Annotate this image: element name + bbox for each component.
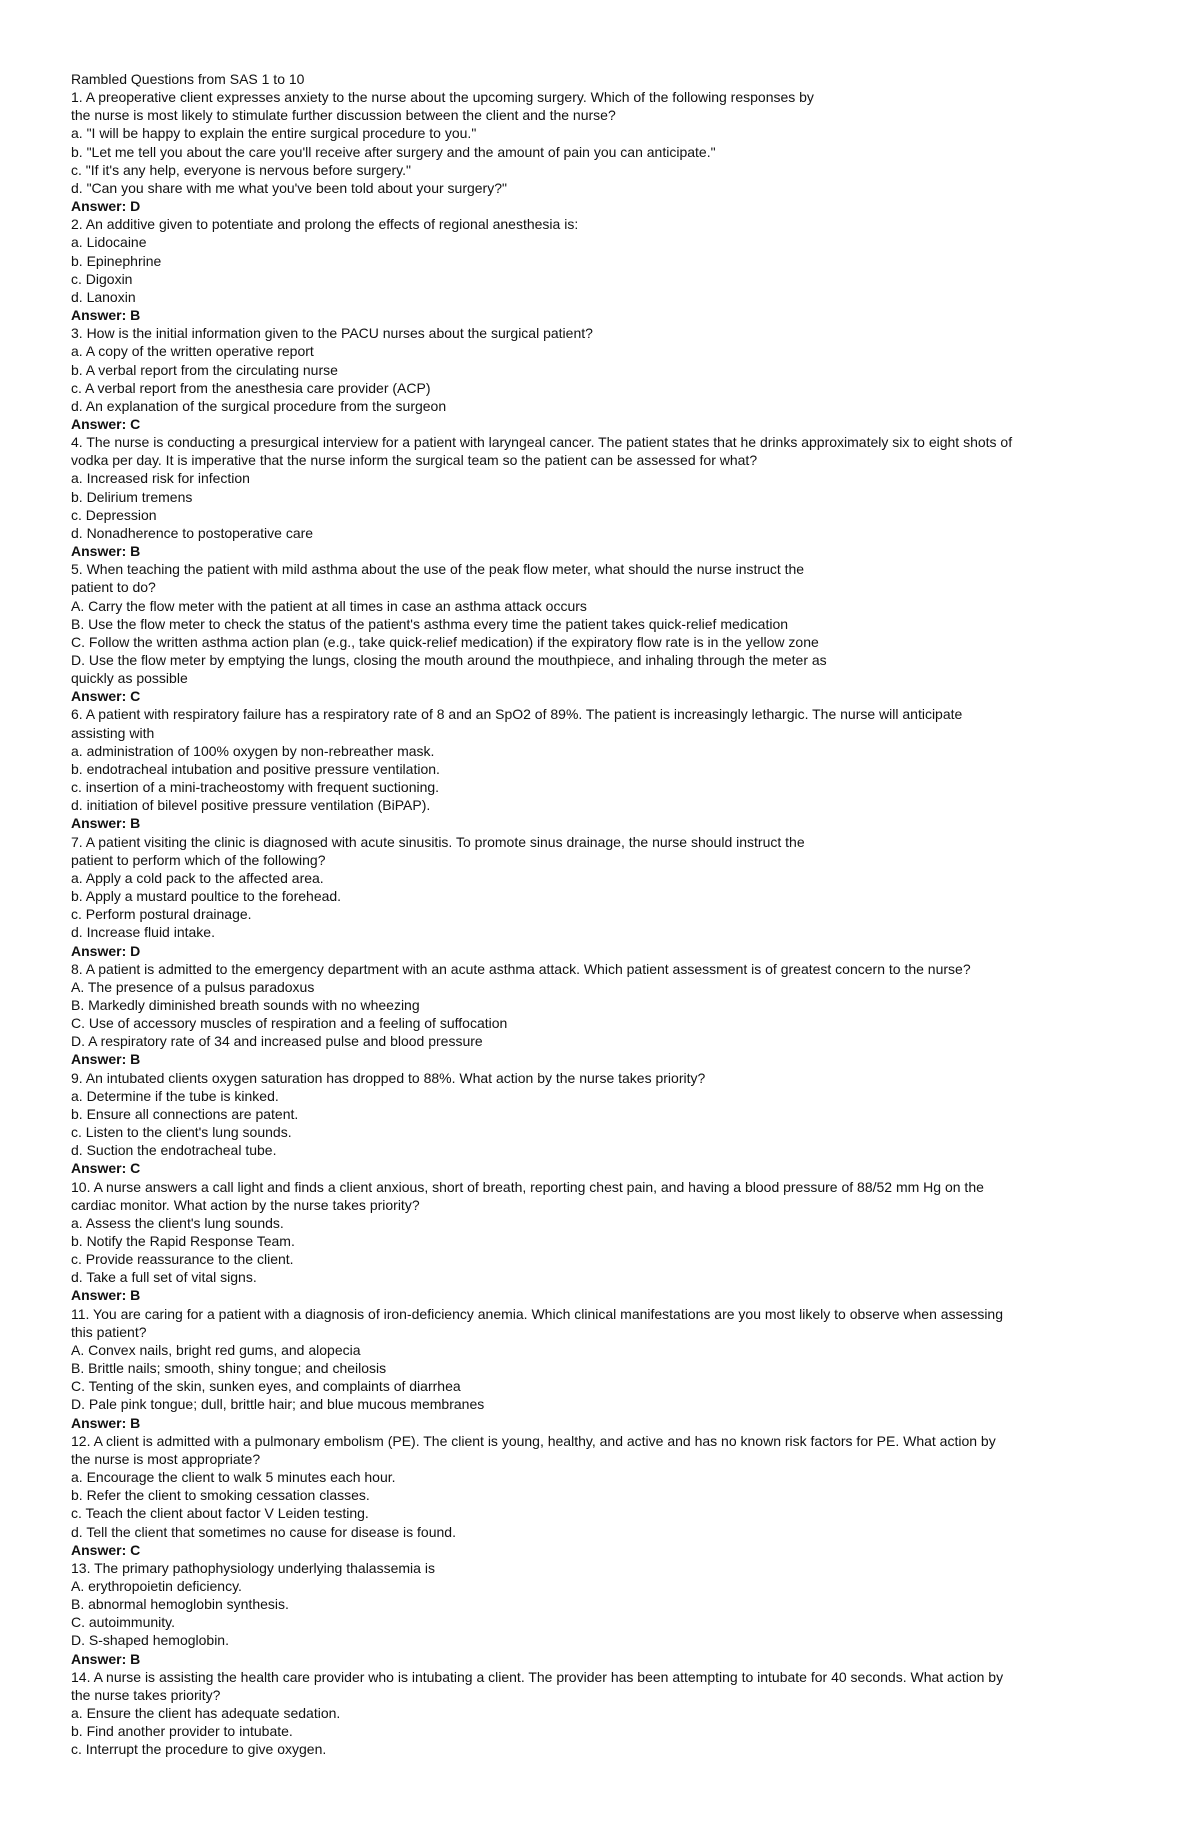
- question-block: [71, 88, 1141, 215]
- answer-option: a. A copy of the written operative report: [71, 343, 314, 360]
- answer-option: d. An explanation of the surgical procedure from the surgeon: [71, 397, 447, 414]
- answer-option: b. Refer the client to smoking cessation classes.: [71, 1487, 370, 1504]
- answer-option: D. Use the flow meter by emptying the lungs, closing the mouth around the mouthpiece, and inhaling through the meter as: [71, 652, 827, 668]
- answer-option: c. Listen to the client's lung sounds.: [71, 1124, 292, 1141]
- answer-option: d. Take a full set of vital signs.: [71, 1269, 257, 1286]
- question-block: [71, 833, 1141, 960]
- answer-option: b. "Let me tell you about the care you'll receive after surgery and the amount of pain you can anticipate.": [71, 143, 716, 160]
- answer-option: c. Interrupt the procedure to give oxygen.: [71, 1741, 327, 1758]
- question-block: [71, 1069, 1141, 1178]
- answer-option: A. Carry the flow meter with the patient at all times in case an asthma attack occurs: [71, 597, 587, 614]
- question-block: [71, 1305, 1141, 1432]
- answer-option: C. Tenting of the skin, sunken eyes, and complaints of diarrhea: [71, 1378, 461, 1395]
- answer-option: c. Digoxin: [71, 270, 133, 287]
- answer-option: c. Teach the client about factor V Leiden testing.: [71, 1505, 369, 1522]
- question-stem-line: 13. The primary pathophysiology underlying thalassemia is: [71, 1559, 435, 1576]
- answer-option: b. endotracheal intubation and positive pressure ventilation.: [71, 760, 440, 777]
- answer-option: a. Assess the client's lung sounds.: [71, 1214, 284, 1231]
- question-stem-line: the nurse is most likely to stimulate further discussion between the client and the nurse?: [71, 107, 616, 124]
- correct-answer: Answer: C: [71, 415, 141, 432]
- answer-option: a. Apply a cold pack to the affected area.: [71, 869, 324, 886]
- question-stem-line: the nurse is most appropriate?: [71, 1450, 261, 1467]
- answer-option: a. Lidocaine: [71, 234, 147, 251]
- question-stem-line: 4. The nurse is conducting a presurgical interview for a patient with laryngeal cancer. The patient states that he drinks approximately six to eight shots of: [71, 434, 1013, 451]
- question-stem-line: patient to do?: [71, 579, 156, 596]
- answer-option: d. Nonadherence to postoperative care: [71, 524, 314, 541]
- answer-option: a. Encourage the client to walk 5 minutes each hour.: [71, 1469, 396, 1486]
- answer-option: B. abnormal hemoglobin synthesis.: [71, 1596, 289, 1613]
- question-block: [71, 1559, 1141, 1668]
- question-stem-line: assisting with: [71, 724, 155, 741]
- question-stem-line: 8. A patient is admitted to the emergency department with an acute asthma attack. Which patient assessment is of greatest concern to the nurse?: [71, 960, 971, 977]
- question-stem-line: 9. An intubated clients oxygen saturation has dropped to 88%. What action by the nurse takes priority?: [71, 1069, 706, 1086]
- answer-option: B. Use the flow meter to check the status of the patient's asthma every time the patient takes quick-relief medication: [71, 615, 789, 632]
- answer-option: a. administration of 100% oxygen by non-rebreather mask.: [71, 742, 435, 759]
- answer-option: c. insertion of a mini-tracheostomy with frequent suctioning.: [71, 779, 440, 796]
- correct-answer: Answer: C: [71, 688, 141, 705]
- correct-answer: Answer: B: [71, 815, 141, 832]
- answer-option: B. Markedly diminished breath sounds with no wheezing: [71, 996, 420, 1013]
- answer-option: A. The presence of a pulsus paradoxus: [71, 978, 315, 995]
- question-stem-line: vodka per day. It is imperative that the nurse inform the surgical team so the patient can be assessed for what?: [71, 452, 758, 469]
- question-stem-line: 3. How is the initial information given to the PACU nurses about the surgical patient?: [71, 325, 593, 342]
- answer-option: b. Apply a mustard poultice to the forehead.: [71, 888, 342, 905]
- answer-option: D. A respiratory rate of 34 and increased pulse and blood pressure: [71, 1033, 483, 1050]
- correct-answer: Answer: C: [71, 1541, 141, 1558]
- document-title: Rambled Questions from SAS 1 to 10: [71, 71, 305, 87]
- question-block: [71, 1668, 1141, 1759]
- answer-option: D. S-shaped hemoglobin.: [71, 1632, 229, 1649]
- answer-option: D. Pale pink tongue; dull, brittle hair; and blue mucous membranes: [71, 1396, 485, 1413]
- question-block: [71, 560, 1141, 705]
- question-block: [71, 1178, 1141, 1305]
- question-stem-line: 10. A nurse answers a call light and finds a client anxious, short of breath, reporting chest pain, and having a blood pressure of 88/52 mm Hg on the: [71, 1178, 984, 1195]
- answer-option: d. Suction the endotracheal tube.: [71, 1142, 277, 1159]
- answer-option: A. Convex nails, bright red gums, and alopecia: [71, 1341, 361, 1358]
- correct-answer: Answer: B: [71, 1051, 141, 1068]
- question-stem-line: 7. A patient visiting the clinic is diagnosed with acute sinusitis. To promote sinus drainage, the nurse should instruct the: [71, 833, 805, 850]
- correct-answer: Answer: B: [71, 1414, 141, 1431]
- question-stem-line: 5. When teaching the patient with mild asthma about the use of the peak flow meter, what should the nurse instruct the: [71, 561, 805, 578]
- question-stem-line: patient to perform which of the following?: [71, 851, 326, 868]
- question-stem-line: cardiac monitor. What action by the nurse takes priority?: [71, 1196, 420, 1213]
- answer-option: C. Follow the written asthma action plan (e.g., take quick-relief medication) if the expiratory flow rate is in the yellow zone: [71, 633, 819, 650]
- question-stem-line: 2. An additive given to potentiate and prolong the effects of regional anesthesia is:: [71, 216, 579, 233]
- answer-option: d. "Can you share with me what you've been told about your surgery?": [71, 179, 507, 196]
- answer-option: b. A verbal report from the circulating nurse: [71, 361, 338, 378]
- question-block: [71, 324, 1141, 433]
- answer-option: d. initiation of bilevel positive pressure ventilation (BiPAP).: [71, 797, 431, 814]
- answer-option: b. Ensure all connections are patent.: [71, 1105, 299, 1122]
- question-block: [71, 215, 1141, 324]
- question-block: [71, 960, 1141, 1069]
- question-stem-line: 11. You are caring for a patient with a diagnosis of iron-deficiency anemia. Which clinical manifestations are you most likely to observe when assessing: [71, 1305, 1004, 1322]
- question-stem-line: 1. A preoperative client expresses anxiety to the nurse about the upcoming surgery. Which of the following responses by: [71, 89, 814, 106]
- question-stem-line: 6. A patient with respiratory failure has a respiratory rate of 8 and an SpO2 of 89%. The patient is increasingly lethargic. The nurse will anticipate: [71, 706, 963, 723]
- answer-option: a. Ensure the client has adequate sedation.: [71, 1705, 341, 1722]
- correct-answer: Answer: D: [71, 198, 141, 215]
- answer-option: B. Brittle nails; smooth, shiny tongue; and cheilosis: [71, 1360, 387, 1377]
- correct-answer: Answer: B: [71, 1650, 141, 1667]
- question-stem-line: the nurse takes priority?: [71, 1686, 221, 1703]
- answer-option: d. Increase fluid intake.: [71, 924, 215, 941]
- question-block: [71, 433, 1141, 560]
- answer-option: b. Find another provider to intubate.: [71, 1723, 293, 1740]
- correct-answer: Answer: B: [71, 1287, 141, 1304]
- correct-answer: Answer: D: [71, 942, 141, 959]
- answer-option: a. "I will be happy to explain the entire surgical procedure to you.": [71, 125, 477, 142]
- answer-option: c. "If it's any help, everyone is nervous before surgery.": [71, 161, 411, 178]
- question-stem-line: 14. A nurse is assisting the health care provider who is intubating a client. The provider has been attempting to intubate for 40 seconds. What action by: [71, 1668, 1004, 1685]
- answer-option: c. Perform postural drainage.: [71, 906, 252, 923]
- answer-option: c. Provide reassurance to the client.: [71, 1251, 294, 1268]
- answer-option: C. autoimmunity.: [71, 1614, 175, 1631]
- correct-answer: Answer: B: [71, 307, 141, 324]
- answer-option: d. Tell the client that sometimes no cause for disease is found.: [71, 1523, 456, 1540]
- answer-option: A. erythropoietin deficiency.: [71, 1577, 242, 1594]
- answer-option: b. Delirium tremens: [71, 488, 193, 505]
- answer-option: quickly as possible: [71, 670, 188, 687]
- answer-option: a. Increased risk for infection: [71, 470, 250, 487]
- answer-option: b. Epinephrine: [71, 252, 162, 269]
- answer-option: d. Lanoxin: [71, 288, 136, 305]
- answer-option: C. Use of accessory muscles of respiration and a feeling of suffocation: [71, 1015, 508, 1032]
- question-block: [71, 705, 1141, 832]
- answer-option: b. Notify the Rapid Response Team.: [71, 1233, 295, 1249]
- correct-answer: Answer: B: [71, 543, 141, 560]
- answer-option: c. A verbal report from the anesthesia care provider (ACP): [71, 379, 431, 396]
- answer-option: a. Determine if the tube is kinked.: [71, 1087, 279, 1104]
- question-stem-line: 12. A client is admitted with a pulmonary embolism (PE). The client is young, healthy, and active and has no known risk factors for PE. What action by: [71, 1432, 996, 1449]
- question-block: [71, 1432, 1141, 1559]
- answer-option: c. Depression: [71, 506, 157, 523]
- document-page: [71, 70, 1141, 1759]
- question-stem-line: this patient?: [71, 1323, 147, 1340]
- correct-answer: Answer: C: [71, 1160, 141, 1177]
